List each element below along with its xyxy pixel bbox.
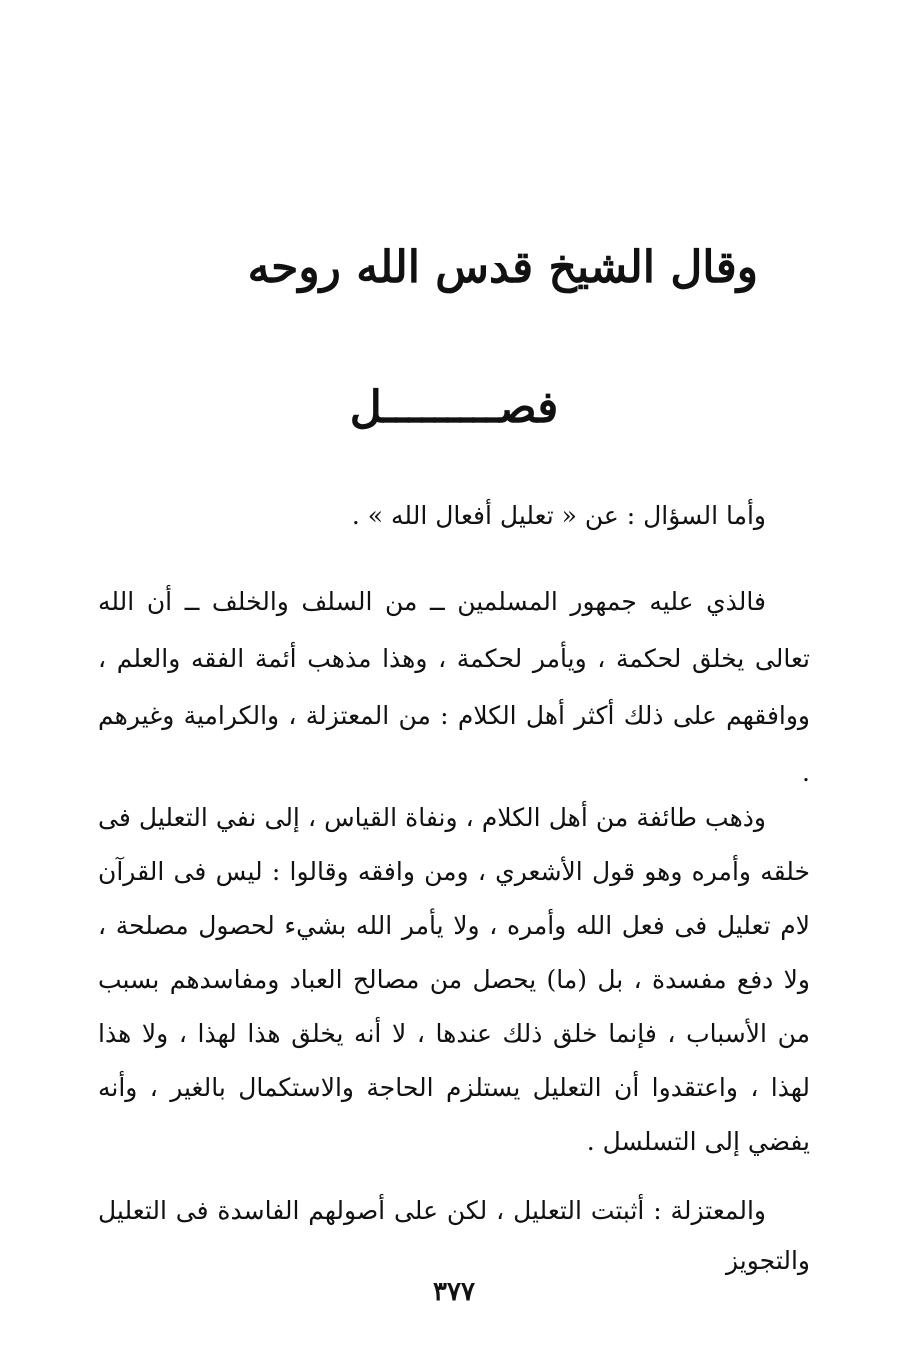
paragraph-text: فالذي عليه جمهور المسلمين ــ من السلف والخلف ــ أن الله تعالى يخلق لحكمة ، ويأمر لحكمة ، وهذا مذهب أئمة الفقه والعلم ، ووافقهم على ذلك أكثر أهل الكلام : من المعتزلة ، والكرامية وغيرهم . [98,587,810,787]
paragraph-mutazila-view [98,1186,810,1286]
paragraph-majority-view [98,573,810,801]
section-title: فصـــــــــل [349,382,559,433]
paragraph-text: وأما السؤال : عن « تعليل أفعال الله » . [351,501,766,530]
page-number: ٣٧٧ [433,1277,475,1307]
paragraph-text: وذهب طائفة من أهل الكلام ، ونفاة القياس ، إلى نفي التعليل فى خلقه وأمره وهو قول الأشعري ، ومن وافقه وقالوا : ليس فى القرآن لام تعليل فى فعل الله وأمره ، ولا يأمر الله بشيء لحصول مصلحة ، ولا دفع مفسدة ، بل (ما) يحصل من مصالح العباد ومفاسدهم بسبب من الأسباب ، فإنما خلق ذلك عندها ، لا أنه يخلق هذا لهذا ، ولا هذا لهذا ، واعتقدوا أن التعليل يستلزم الحاجة والاستكمال بالغير ، وأنه يفضي إلى التسلسل . [98,803,810,1156]
paragraph-text: والمعتزلة : أثبتت التعليل ، لكن على أصولهم الفاسدة فى التعليل والتجويز [98,1196,810,1275]
paragraph-question [98,491,810,541]
chapter-heading: وقال الشيخ قدس الله روحه [247,242,758,293]
paragraph-deniers-view [98,791,810,1169]
